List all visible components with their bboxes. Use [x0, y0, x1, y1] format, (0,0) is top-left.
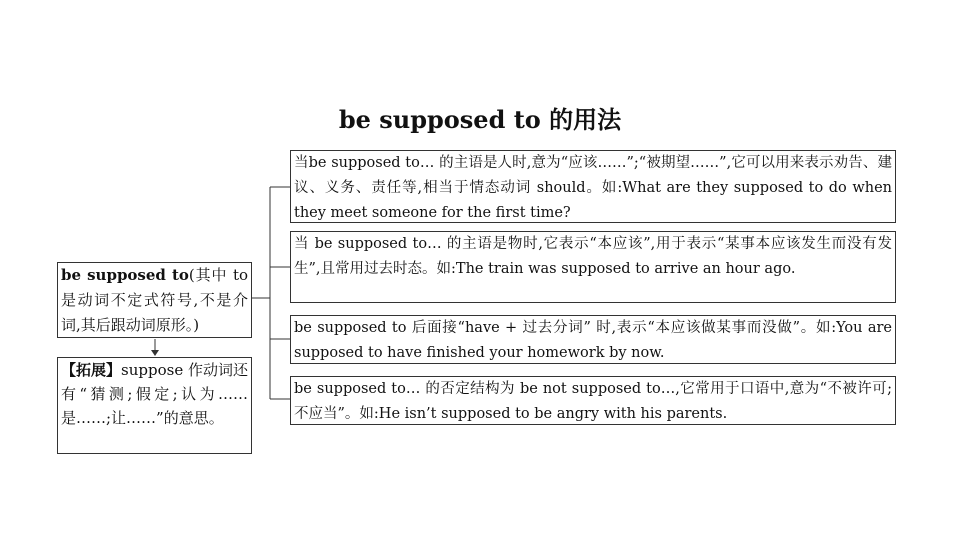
page-title: be supposed to 的用法: [338, 105, 622, 134]
usage-box-1: [290, 150, 896, 223]
usage-box-2: [290, 231, 896, 303]
usage-text: be supposed to 后面接“have + 过去分词” 时,表示“本应该做某事而没做”。如:You are supposed to have finished your homework by now.: [294, 320, 892, 361]
down-arrow-head: [151, 350, 159, 356]
usage-text: 当be supposed to… 的主语是人时,意为“应该……”;“被期望……”,它可以用来表示劝告、建议、义务、责任等,相当于情态动词 should。如:What are they supposed to do when they meet someone for the first time?: [294, 155, 892, 221]
extension-text: suppose 作动词还有“猜测;假定;认为……是……;让……”的意思。: [61, 361, 248, 427]
root-term: be supposed to: [61, 266, 189, 284]
usage-box-3: [290, 315, 896, 364]
extension-box: [57, 357, 252, 454]
usage-text: be supposed to… 的否定结构为 be not supposed to…,它常用于口语中,意为“不被许可;不应当”。如:He isn’t supposed to be angry with his parents.: [294, 381, 892, 422]
usage-box-4: [290, 376, 896, 425]
root-concept-box: [57, 262, 252, 338]
usage-text: 当 be supposed to… 的主语是物时,它表示“本应该”,用于表示“某事本应该发生而没有发生”,且常用过去时态。如:The train was supposed to arrive an hour ago.: [294, 236, 892, 277]
root-note: (其中 to 是动词不定式符号,不是介词,其后跟动词原形。): [61, 266, 248, 334]
extension-tag: 【拓展】: [61, 361, 122, 379]
